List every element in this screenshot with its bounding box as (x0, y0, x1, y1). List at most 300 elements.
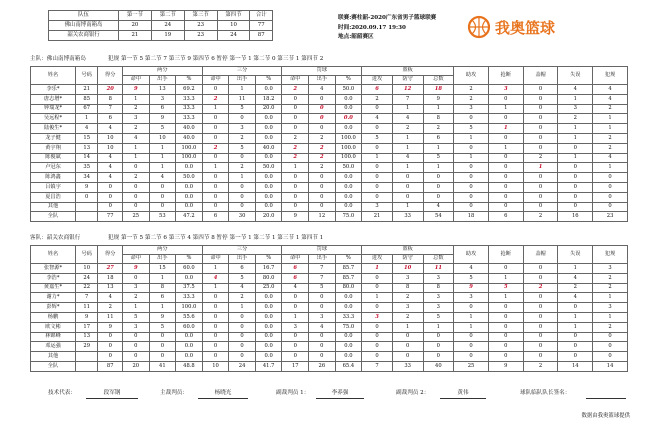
stat-cell: 4 (593, 94, 628, 104)
stat-cell: 2 (558, 283, 593, 293)
stat-cell: 0 (282, 94, 309, 104)
stat-cell: 85.7 (335, 273, 362, 283)
stat-cell: 0 (454, 192, 489, 202)
stat-cell: 0 (229, 342, 256, 352)
stat-header-row (31, 67, 628, 76)
stat-cell: 0 (202, 303, 229, 313)
stat-cell: 5 (229, 273, 256, 283)
player-row (31, 312, 628, 322)
stat-cell: 2 (392, 124, 423, 134)
stat-cell: 11 (229, 94, 256, 104)
player-row (31, 322, 628, 332)
stat-cell: 1 (558, 133, 593, 143)
player-name-cell: 全队 (31, 212, 76, 222)
stat-cell: 0 (149, 182, 176, 192)
stat-cell: 0.0 (255, 182, 282, 192)
stat-cell: 0.0 (335, 303, 362, 313)
stat-cell: 2 (122, 173, 149, 183)
stat-cell: 0 (202, 352, 229, 362)
stat-cell: 0 (558, 202, 593, 212)
stat-header-number: 号码 (75, 67, 97, 85)
stat-cell: 1 (392, 133, 423, 143)
stat-cell: 0 (202, 293, 229, 303)
stat-cell: 17 (75, 322, 97, 332)
player-row (31, 85, 628, 95)
stat-cell: 1 (229, 303, 256, 313)
stat-cell: 1 (558, 322, 593, 332)
ump2-name: 黄伟 (440, 391, 486, 399)
stat-cell: 75.0 (335, 322, 362, 332)
stat-cell: 6 (423, 133, 454, 143)
stat-cell: 0 (202, 133, 229, 143)
stat-cell: 14 (75, 153, 97, 163)
stat-cell: 1 (362, 264, 393, 274)
stat-cell: 2 (202, 94, 229, 104)
stat-cell: 0 (122, 202, 149, 212)
stat-cell: 0 (309, 332, 336, 342)
stat-cell: 5 (122, 312, 149, 322)
stat-header-pf: 犯规 (593, 67, 628, 85)
stat-cell: 2 (229, 163, 256, 173)
stat-cell: 0.0 (255, 322, 282, 332)
stat-cell: 4 (149, 173, 176, 183)
stat-cell: 1 (149, 153, 176, 163)
stat-cell: 0 (454, 303, 489, 313)
stat-cell: 0 (362, 303, 393, 313)
player-row (31, 104, 628, 114)
stat-cell: 4 (122, 133, 149, 143)
quarter-score-cell: 24 (217, 31, 250, 41)
stat-cell: 12 (309, 212, 336, 222)
stat-cell: 0 (362, 283, 393, 293)
stat-cell: 0 (98, 342, 123, 352)
stat-cell: 16.7 (255, 264, 282, 274)
stat-cell: 5 (488, 283, 523, 293)
stat-cell: 0 (593, 182, 628, 192)
stat-cell: 5 (149, 322, 176, 332)
stat-cell: 18 (98, 273, 123, 283)
stat-cell: 0.0 (335, 124, 362, 134)
stat-cell: 0 (149, 192, 176, 202)
stat-group-two: 两分 (122, 67, 202, 76)
stat-cell: 15 (75, 133, 97, 143)
stat-sub-att: 出手 (309, 255, 336, 264)
stat-sub-att: 出手 (229, 255, 256, 264)
stat-header-ast: 助攻 (454, 246, 489, 264)
player-name-cell: 李乐* (31, 85, 76, 95)
stat-cell: 47.2 (176, 212, 203, 222)
stat-cell: 6 (488, 212, 523, 222)
stat-cell: 0 (309, 303, 336, 313)
stat-cell: 2 (392, 312, 423, 322)
stat-cell: 0 (282, 124, 309, 134)
stat-cell: 33.3 (176, 293, 203, 303)
stat-cell: 1 (202, 104, 229, 114)
quarter-score-cell: 24 (151, 21, 184, 31)
stat-cell: 0.0 (255, 352, 282, 362)
stat-cell: 24 (75, 273, 97, 283)
quarter-score-cell: 23 (184, 31, 217, 41)
stat-cell: 0 (558, 332, 593, 342)
stat-cell: 0 (122, 182, 149, 192)
stat-cell: 8 (423, 114, 454, 124)
stat-cell: 7 (98, 104, 123, 114)
stat-cell: 3 (149, 94, 176, 104)
stat-cell: 7 (309, 273, 336, 283)
stat-cell: 0 (454, 202, 489, 212)
score-header-cell: 第二节 (151, 11, 184, 21)
stat-cell: 3 (558, 104, 593, 114)
stat-header-name: 姓名 (31, 67, 76, 85)
stat-cell: 0 (523, 342, 558, 352)
stat-sub-oreb: 进攻 (362, 76, 393, 85)
stat-cell: 1 (593, 312, 628, 322)
stat-cell: 3 (454, 104, 489, 114)
stat-cell: 0.0 (335, 202, 362, 212)
stat-cell: 15 (149, 264, 176, 274)
stat-header-points: 得分 (98, 67, 123, 85)
stat-cell: 0.0 (335, 192, 362, 202)
home-fouls-timeouts: 犯规 第一节 5 第二节 7 第三节 9 第四节 6 暂停 第一节 1 第二节 0 第三节 1 第四节 2 (108, 56, 324, 62)
stat-cell: 0 (362, 104, 393, 114)
stat-cell: 0 (149, 352, 176, 362)
stat-cell: 1 (593, 114, 628, 124)
stat-cell: 3 (392, 273, 423, 283)
stat-sub-made: 命中 (122, 255, 149, 264)
stat-cell: 1 (593, 163, 628, 173)
quarter-score-table (48, 10, 273, 41)
stat-cell: 0 (593, 192, 628, 202)
stat-cell: 0 (488, 173, 523, 183)
stat-cell: 0 (362, 163, 393, 173)
stat-cell: 0.0 (176, 182, 203, 192)
stat-sub-made: 命中 (202, 255, 229, 264)
stat-cell: 2 (282, 133, 309, 143)
stat-header-blk: 盖帽 (523, 67, 558, 85)
stat-cell: 0 (282, 104, 309, 114)
stat-cell: 1 (75, 114, 97, 124)
stat-cell: 0.0 (255, 312, 282, 322)
stat-cell: 1 (362, 153, 393, 163)
stat-cell: 0 (558, 352, 593, 362)
player-name-cell: 林锦峰 (31, 332, 76, 342)
stat-cell: 27 (98, 264, 123, 274)
stat-cell: 3 (593, 303, 628, 313)
stat-cell: 2 (558, 114, 593, 124)
stat-cell: 0 (309, 202, 336, 212)
stat-sub-pct: % (176, 76, 203, 85)
player-name-cell: 陈俊斌 (31, 153, 76, 163)
stat-cell: 2 (229, 293, 256, 303)
stat-cell: 0 (202, 202, 229, 212)
player-row (31, 352, 628, 362)
stat-cell: 0 (149, 202, 176, 212)
stat-cell: 0.0 (335, 94, 362, 104)
stat-cell: 33 (392, 212, 423, 222)
stat-cell: 1 (122, 303, 149, 313)
stat-cell: 0 (488, 153, 523, 163)
stat-cell: 0 (202, 322, 229, 332)
stat-cell: 6 (202, 212, 229, 222)
stat-cell: 4 (98, 293, 123, 303)
stat-cell: 13 (149, 85, 176, 95)
stat-cell: 1 (392, 143, 423, 153)
stat-cell: 1 (229, 85, 256, 95)
stat-cell: 4 (593, 153, 628, 163)
stat-cell: 0 (122, 342, 149, 352)
player-row (31, 143, 628, 153)
stat-cell: 0.0 (255, 192, 282, 202)
tech-rep-name: 段军钢 (86, 391, 138, 399)
stat-cell: 100.0 (335, 153, 362, 163)
score-row (49, 31, 273, 41)
stat-cell: 3 (488, 85, 523, 95)
stat-cell: 0 (362, 182, 393, 192)
stat-cell: 0 (122, 192, 149, 202)
stat-cell: 0 (282, 202, 309, 212)
stat-cell: 0 (488, 114, 523, 124)
woao-basketball-logo (465, 12, 585, 42)
stat-cell: 2 (309, 163, 336, 173)
stat-cell: 4 (454, 264, 489, 274)
stat-cell: 16 (558, 212, 593, 222)
player-row (31, 133, 628, 143)
chief-ref-label: 主裁判员： (160, 390, 188, 396)
stat-cell: 69.2 (176, 85, 203, 95)
stat-cell: 0 (282, 114, 309, 124)
stat-cell: 33 (392, 361, 423, 371)
stat-cell: 24 (229, 361, 256, 371)
stat-cell: 0 (523, 273, 558, 283)
player-row (31, 202, 628, 212)
stat-header-name: 姓名 (31, 246, 76, 264)
stat-cell: 0 (229, 192, 256, 202)
player-row (31, 153, 628, 163)
stat-cell: 4 (362, 114, 393, 124)
stat-cell: 4 (98, 173, 123, 183)
stat-sub-made: 命中 (202, 76, 229, 85)
stat-sub-pct: % (255, 255, 282, 264)
stat-cell: 14 (558, 361, 593, 371)
chief-ref-name: 杨晓光 (198, 391, 248, 399)
stat-sub-att: 出手 (309, 76, 336, 85)
ump2-label: 副裁判员 2： (396, 390, 430, 396)
player-name-cell: 其他 (31, 352, 76, 362)
stat-cell: 1 (558, 153, 593, 163)
player-row (31, 273, 628, 283)
stat-header-pf: 犯规 (593, 246, 628, 264)
stat-cell: 8 (98, 94, 123, 104)
player-name-cell: 杨鹏 (31, 312, 76, 322)
stat-cell: 9 (488, 361, 523, 371)
team-name-cell: 韶关农商银行 (49, 31, 119, 41)
stat-group-reb: 篮板 (362, 246, 454, 255)
stat-cell: 9 (122, 85, 149, 95)
stat-cell: 2 (454, 85, 489, 95)
stat-cell: 0 (523, 192, 558, 202)
stat-cell: 0 (558, 342, 593, 352)
stat-cell: 0 (423, 173, 454, 183)
stat-cell (75, 352, 97, 362)
stat-cell: 48.8 (176, 361, 203, 371)
stat-cell: 5 (309, 283, 336, 293)
stat-cell: 12 (392, 85, 423, 95)
stat-cell: 0 (122, 273, 149, 283)
stat-cell: 4 (392, 153, 423, 163)
stat-cell: 20.0 (255, 212, 282, 222)
stat-cell: 0.0 (335, 352, 362, 362)
stat-cell: 9 (75, 312, 97, 322)
stat-cell: 0 (392, 192, 423, 202)
stat-cell: 4 (98, 163, 123, 173)
stat-cell: 0.0 (255, 332, 282, 342)
stat-cell: 80.0 (255, 273, 282, 283)
stat-cell: 0 (229, 352, 256, 362)
stat-header-stl: 抢断 (488, 67, 523, 85)
stat-cell: 53 (149, 212, 176, 222)
stat-cell: 1 (392, 163, 423, 173)
stat-cell: 0 (523, 312, 558, 322)
stat-cell: 22 (75, 283, 97, 293)
stat-cell: 9 (454, 283, 489, 293)
stat-cell: 0 (423, 352, 454, 362)
stat-cell: 0 (423, 182, 454, 192)
stat-cell: 0 (229, 114, 256, 124)
stat-sub-att: 出手 (149, 255, 176, 264)
player-name-cell: 其他 (31, 202, 76, 212)
stat-cell: 20 (98, 85, 123, 95)
stat-cell: 50.0 (335, 163, 362, 173)
stat-cell: 1 (122, 94, 149, 104)
stat-cell: 0 (309, 293, 336, 303)
stat-cell: 0 (202, 173, 229, 183)
stat-cell: 2 (593, 283, 628, 293)
stat-cell: 0 (362, 192, 393, 202)
stat-sub-oreb: 进攻 (362, 255, 393, 264)
stat-cell: 0 (488, 94, 523, 104)
quarter-score-cell: 87 (250, 31, 273, 41)
captain-signature-line (586, 391, 626, 399)
stat-cell: 10 (149, 133, 176, 143)
stat-cell: 0.0 (335, 182, 362, 192)
stat-cell: 41.7 (255, 361, 282, 371)
stat-cell: 0 (523, 182, 558, 192)
stat-cell: 13 (75, 332, 97, 342)
stat-cell: 2 (122, 124, 149, 134)
stat-cell: 0 (229, 202, 256, 212)
stat-header-ast: 助攻 (454, 67, 489, 85)
stat-cell: 0 (309, 352, 336, 362)
stat-cell: 29 (75, 342, 97, 352)
stat-cell: 2 (523, 283, 558, 293)
captain-signature-label: 球队临队队长签名： (520, 390, 571, 396)
player-name-cell: 全队 (31, 361, 76, 371)
stat-cell: 100.0 (176, 153, 203, 163)
stat-cell: 0 (593, 202, 628, 212)
stat-cell: 2 (423, 124, 454, 134)
stat-cell: 7 (362, 361, 393, 371)
stat-cell: 0 (309, 192, 336, 202)
stat-cell: 55.6 (176, 312, 203, 322)
stat-cell: 1 (149, 273, 176, 283)
stat-cell: 0 (362, 322, 393, 332)
score-header-row (49, 11, 273, 21)
stat-cell: 1 (558, 312, 593, 322)
stat-cell: 1 (202, 283, 229, 293)
stat-cell: 0.0 (255, 202, 282, 212)
stat-cell: 77 (98, 212, 123, 222)
stat-cell: 2 (523, 153, 558, 163)
stat-cell: 0 (523, 303, 558, 313)
player-name-cell: 钟瑞龙* (31, 104, 76, 114)
stat-cell: 7 (309, 264, 336, 274)
stat-cell: 5 (149, 124, 176, 134)
player-row (31, 332, 628, 342)
stat-cell: 17 (282, 361, 309, 371)
stat-cell: 2 (523, 361, 558, 371)
player-row (31, 182, 628, 192)
stat-cell: 0 (149, 332, 176, 342)
stat-group-three: 三分 (202, 246, 282, 255)
player-row (31, 212, 628, 222)
stat-cell: 1 (454, 153, 489, 163)
stat-cell: 6 (149, 104, 176, 114)
stat-cell: 0 (309, 114, 336, 124)
player-row (31, 114, 628, 124)
stat-cell: 0.0 (335, 173, 362, 183)
stat-cell: 25 (122, 212, 149, 222)
stat-cell: 1 (488, 293, 523, 303)
stat-cell: 0 (454, 143, 489, 153)
stat-cell: 0 (75, 192, 97, 202)
quarter-score-cell: 20 (119, 21, 152, 31)
stat-cell: 9 (122, 264, 149, 274)
player-name-cell: 夏昌浩 (31, 192, 76, 202)
player-row (31, 303, 628, 313)
stat-cell: 3 (122, 114, 149, 124)
stat-cell: 10 (98, 133, 123, 143)
player-name-cell: 欧文彬 (31, 322, 76, 332)
stat-cell: 9 (423, 94, 454, 104)
stat-cell: 0 (229, 182, 256, 192)
stat-cell: 2 (523, 212, 558, 222)
stat-cell: 0 (523, 104, 558, 114)
player-name-cell: 邓运强 (31, 342, 76, 352)
stat-cell: 5 (229, 143, 256, 153)
stat-cell: 0.0 (255, 124, 282, 134)
stat-cell: 5 (362, 133, 393, 143)
stat-header-points: 得分 (98, 246, 123, 264)
stat-sub-dreb: 防守 (392, 76, 423, 85)
stat-cell: 100.0 (335, 143, 362, 153)
stat-group-ft: 罚球 (282, 246, 362, 255)
stat-cell: 0 (558, 143, 593, 153)
stat-sub-made: 命中 (282, 255, 309, 264)
stat-cell: 0 (362, 143, 393, 153)
stat-cell: 1 (593, 124, 628, 134)
stat-cell: 2 (282, 143, 309, 153)
stat-cell: 41 (149, 361, 176, 371)
stat-cell: 4 (558, 85, 593, 95)
stat-sub-made: 命中 (122, 76, 149, 85)
stat-cell: 6 (149, 293, 176, 303)
stat-group-two: 两分 (122, 246, 202, 255)
stat-cell: 0 (392, 352, 423, 362)
stat-cell: 2 (593, 104, 628, 114)
player-name-cell: 彭辉* (31, 303, 76, 313)
player-name-cell: 谢力* (31, 293, 76, 303)
stat-cell: 0 (523, 264, 558, 274)
